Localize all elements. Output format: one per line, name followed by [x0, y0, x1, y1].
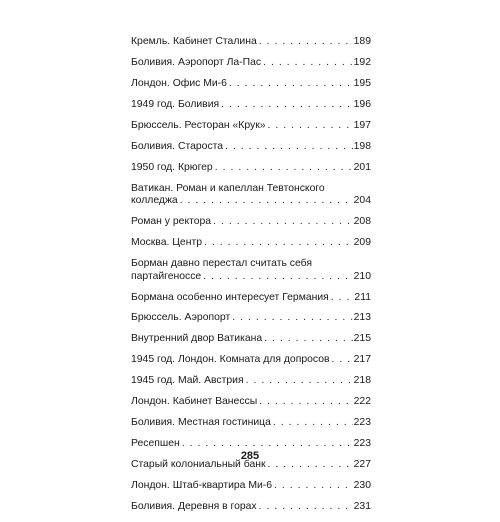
toc-entry-last-line	[131, 271, 371, 284]
toc-entry-title: Лондон. Офис Ми-6	[131, 77, 227, 89]
toc-dot-leader	[203, 271, 352, 284]
toc-entry	[131, 162, 371, 175]
toc-entry-page: 195	[353, 77, 371, 89]
toc-entry-title: Внутренний двор Ватикана	[131, 333, 263, 345]
toc-entry-title: 1945 год. Лондон. Комната для допросов	[131, 354, 330, 366]
toc-entry-title: Старый колониальный банк	[131, 459, 266, 470]
toc-entry-page: 213	[353, 312, 371, 324]
toc-entry-title: Боливия. Аэропорт Ла-Пас	[131, 56, 262, 68]
toc-dot-leader	[259, 36, 353, 49]
toc-entry-page: 210	[353, 270, 371, 282]
toc-entry	[131, 57, 371, 70]
toc-entry	[131, 396, 371, 409]
toc-dot-leader	[182, 438, 353, 451]
toc-entry	[131, 292, 371, 305]
toc-dot-leader	[246, 375, 353, 388]
toc-dot-leader	[273, 417, 353, 430]
toc-entry-page: 223	[353, 417, 371, 429]
toc-entry	[131, 237, 371, 250]
toc-dot-leader	[221, 99, 353, 112]
toc-entry-title: Боливия. Местная гостиница	[131, 417, 271, 429]
toc-entry-title: Боливия. Деревня в горах	[131, 500, 257, 512]
toc-dot-leader	[180, 195, 353, 208]
toc-entry-page: 230	[353, 479, 371, 491]
toc-entry-title-line2: колледжа	[131, 195, 178, 207]
toc-entry-title-line1: Ватикан. Роман и капеллан Тевтонского	[131, 182, 325, 194]
toc-entry-title: 1945 год. Май. Австрия	[131, 375, 244, 387]
toc-entry-page: 218	[353, 375, 371, 387]
toc-entry	[131, 354, 371, 367]
toc-dot-leader	[259, 396, 352, 409]
toc-dot-leader	[264, 333, 352, 346]
toc-entry	[131, 36, 371, 49]
toc-dot-leader	[215, 162, 353, 175]
toc-dot-leader	[259, 501, 353, 514]
toc-entry-page: 215	[353, 333, 371, 345]
toc-entry-page: 227	[353, 459, 371, 470]
toc-entry	[131, 501, 371, 514]
toc-entry	[131, 78, 371, 91]
toc-dot-leader	[331, 292, 354, 305]
toc-entry-page: 217	[353, 354, 371, 366]
toc-entry	[131, 438, 371, 451]
toc-entry-page: 204	[353, 195, 371, 207]
toc-entry-title: Бормана особенно интересует Германия	[131, 291, 329, 303]
toc-dot-leader	[232, 312, 352, 325]
toc-entry	[131, 183, 371, 208]
toc-entry-title: Роман у ректора	[131, 216, 212, 228]
toc-entry	[131, 480, 371, 493]
toc-entry	[131, 216, 371, 229]
toc-entry-title: Ресепшен	[131, 438, 180, 450]
toc-entry-page: 197	[353, 119, 371, 131]
toc-dot-leader	[225, 141, 353, 154]
toc-entry-title: Боливия. Староста	[131, 140, 224, 152]
toc-entry-page: 192	[353, 56, 371, 68]
toc-entry-page: 209	[353, 237, 371, 249]
toc-entry-page: 208	[353, 216, 371, 228]
toc-entry	[131, 417, 371, 430]
toc-dot-leader	[263, 57, 353, 70]
toc-dot-leader	[268, 120, 353, 133]
toc-entry-page: 189	[353, 36, 371, 47]
toc-entry-page: 211	[354, 291, 371, 303]
toc-entry-title: Лондон. Кабинет Ванессы	[131, 396, 258, 408]
toc-entry	[131, 141, 371, 154]
toc-dot-leader	[229, 78, 353, 91]
toc-entry-page: 223	[353, 438, 371, 450]
toc-entry-page: 201	[353, 161, 371, 173]
toc-entry	[131, 258, 371, 283]
toc-entry-page: 222	[353, 396, 371, 408]
toc-entry	[131, 99, 371, 112]
toc-entry-page: 231	[353, 500, 371, 512]
toc-entry-title-line1: Борман давно перестал считать себя	[131, 257, 312, 269]
toc-entry-title: 1949 год. Боливия	[131, 98, 220, 110]
toc-entry-title: Москва. Центр	[131, 237, 202, 249]
toc-entry-title: Кремль. Кабинет Сталина	[131, 36, 257, 47]
page-number: 285	[240, 450, 260, 462]
toc-dot-leader	[332, 354, 353, 367]
toc-entry-title: Брюссель. Аэропорт	[131, 312, 231, 324]
toc-entry	[131, 120, 371, 133]
toc-entry-title: 1950 год. Крюгер	[131, 161, 213, 173]
toc-entry	[131, 375, 371, 388]
table-of-contents	[131, 36, 371, 522]
toc-dot-leader	[274, 480, 353, 493]
toc-entry-title-line2: партайгеноссе	[131, 270, 202, 282]
toc-entry-title: Лондон. Штаб-квартира Ми-6	[131, 479, 273, 491]
toc-entry-page: 198	[353, 140, 371, 152]
toc-entry	[131, 312, 371, 325]
toc-entry-title: Брюссель. Ресторан «Крук»	[131, 119, 266, 131]
toc-entry-page: 196	[353, 98, 371, 110]
toc-entry	[131, 333, 371, 346]
toc-dot-leader	[204, 237, 353, 250]
toc-entry-last-line	[131, 195, 371, 208]
toc-dot-leader	[213, 216, 353, 229]
